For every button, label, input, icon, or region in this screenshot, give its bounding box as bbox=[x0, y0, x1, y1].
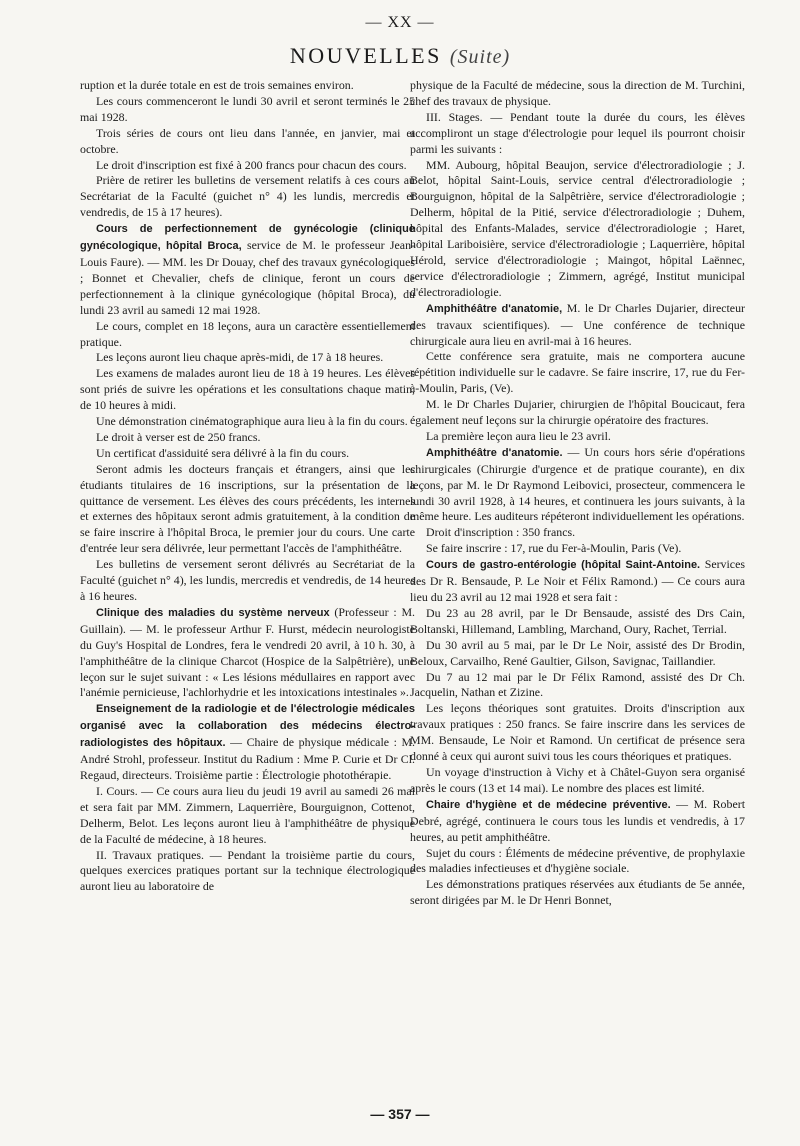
paragraph bbox=[80, 221, 415, 318]
paragraph bbox=[80, 158, 415, 174]
paragraph-text: — Chaire de physique médicale : M. André Strohl, professeur. Institut du Radium : Mme P. Curie et Dr Cl. Regaud, directeurs. Troisième partie : Électrologie photothérapie. bbox=[80, 735, 415, 782]
paragraph bbox=[80, 319, 415, 351]
paragraph-text: La première leçon aura lieu le 23 avril. bbox=[426, 428, 611, 443]
paragraph bbox=[80, 701, 415, 784]
paragraph-text: service de M. le professeur Jean-Louis Faure). — MM. les Dr Douay, chef des travaux gynécologiques ; Bonnet et Chevalier, chefs de clinique, feront un cours de perfectionnement à la clinique gynécologique (hôpital Broca), du lundi 23 avril au samedi 12 mai 1928. bbox=[80, 238, 415, 317]
paragraph bbox=[80, 94, 415, 126]
section-heading: Enseignement de la radiologie et de l'électrologie médicales organisé avec la collaboration des médecins électro-radiologistes des hôpitaux. bbox=[80, 703, 415, 750]
paragraph-text: Les leçons théoriques sont gratuites. Droits d'inscription aux travaux pratiques : 250 francs. Se faire inscrire dans les services de MM. Bensaude, Le Noir et Ramond. Un certificat de présence sera donné à ceux qui auront suivi tous les cours théoriques et pratiques. bbox=[410, 701, 745, 764]
paragraph bbox=[80, 462, 415, 557]
paragraph bbox=[410, 877, 745, 909]
paragraph bbox=[410, 158, 745, 301]
paragraph bbox=[410, 701, 745, 765]
paragraph-text: Une démonstration cinématographique aura lieu à la fin du cours. bbox=[96, 414, 408, 429]
paragraph-text: II. Travaux pratiques. — Pendant la troisième partie du cours, quelques exercices pratiques portant sur la technique électrologique auront lieu au laboratoire de bbox=[80, 847, 415, 894]
paragraph-text: Les cours commenceront le lundi 30 avril et seront terminés le 25 mai 1928. bbox=[80, 93, 415, 124]
paragraph-text: Le cours, complet en 18 leçons, aura un caractère essentiellement pratique. bbox=[80, 318, 415, 349]
section-heading: Clinique des maladies du système nerveux bbox=[96, 606, 330, 619]
section-heading: Cours de gastro-entérologie (hôpital Saint-Antoine. bbox=[426, 559, 701, 572]
paragraph bbox=[80, 848, 415, 896]
paragraph-text: — M. Robert Debré, agrégé, continuera le cours tous les lundis et vendredis, à 17 heures, au petit amphithéâtre. bbox=[410, 796, 745, 844]
paragraph-text: ruption et la durée totale en est de trois semaines environ. bbox=[80, 78, 354, 92]
paragraph-text: Un certificat d'assiduité sera délivré à la fin du cours. bbox=[96, 445, 350, 460]
left-column bbox=[80, 78, 415, 895]
paragraph bbox=[410, 846, 745, 878]
paragraph bbox=[410, 110, 745, 158]
paragraph bbox=[410, 541, 745, 557]
paragraph-text: Prière de retirer les bulletins de versement relatifs à ces cours au Secrétariat de la Faculté (guichet n° 4) les lundis, mercredis et vendredis, de 15 à 17 heures). bbox=[80, 173, 415, 220]
section-heading: Amphithéâtre d'anatomie. bbox=[426, 446, 563, 459]
paragraph-text: M. le Dr Charles Dujarier, chirurgien de l'hôpital Boucicaut, fera également neuf leçons sur la chirurgie opératoire des fractures. bbox=[410, 397, 745, 428]
paragraph bbox=[80, 430, 415, 446]
paragraph bbox=[410, 78, 745, 110]
paragraph bbox=[80, 605, 415, 701]
paragraph-text: Le droit à verser est de 250 francs. bbox=[96, 429, 261, 444]
paragraph bbox=[80, 78, 415, 94]
paragraph bbox=[410, 557, 745, 606]
paragraph-text: I. Cours. — Ce cours aura lieu du jeudi 19 avril au samedi 26 mai et sera fait par MM. Zimmern, Laquerrière, Bourguignon, Cottenot, Delherm, Belot. Les leçons auront lieu à l'amphithéâtre de physique de la Faculté de médecine, à 18 heures. bbox=[80, 783, 415, 846]
paragraph bbox=[80, 126, 415, 158]
paragraph-text: Cette conférence sera gratuite, mais ne comportera aucune répétition individuelle sur le cadavre. Se faire inscrire, 17, rue du Fer-à-Moulin, Paris, (Ve). bbox=[410, 349, 745, 396]
paragraph-text: Droit d'inscription : 350 francs. bbox=[426, 525, 576, 540]
paragraph-text: Services des Dr R. Bensaude, P. Le Noir et Félix Ramond.) — Ce cours aura lieu du 23 avril au 12 mai 1928 et sera fait : bbox=[410, 557, 745, 604]
title-text: NOUVELLES bbox=[289, 43, 442, 68]
paragraph bbox=[80, 414, 415, 430]
paragraph bbox=[80, 366, 415, 414]
paragraph bbox=[410, 797, 745, 846]
paragraph bbox=[410, 638, 745, 670]
paragraph-text: Sujet du cours : Éléments de médecine préventive, de prophylaxie des maladies infectieuses et d'hygiène sociale. bbox=[410, 845, 745, 876]
page-roman-numeral: — XX — bbox=[365, 14, 435, 31]
paragraph-text: Du 30 avril au 5 mai, par le Dr Le Noir, assisté des Dr Brodin, Beloux, Carvailho, René Gaultier, Gilson, Savignac, Taillandier. bbox=[410, 637, 745, 668]
paragraph bbox=[80, 446, 415, 462]
paragraph-text: — Un cours hors série d'opérations chirurgicales (Chirurgie d'urgence et de pratique courante), en dix leçons, par M. le Dr Raymond Leibovici, prosecteur, commencera le lundi 30 avril 1928, à 14 heures, et continuera les jours suivants, à la même heure. Les auditeurs répéteront individuellement les opérations. bbox=[410, 444, 745, 524]
paragraph-text: (Professeur : M. Guillain). — M. le professeur Arthur F. Hurst, médecin neurologiste du Guy's Hospital de Londres, fera le vendredi 20 avril, à 10 h. 30, à l'amphithéâtre de la clinique Charcot (Hospice de la Salpêtrière), une leçon sur le sujet suivant : « Les lésions médullaires en rapport avec l'anémie pernicieuse, l'achlorhydrie et les intoxications intestinales ». bbox=[80, 604, 415, 700]
paragraph bbox=[80, 557, 415, 605]
paragraph bbox=[410, 429, 745, 445]
paragraph-text: Seront admis les docteurs français et étrangers, ainsi que les étudiants titulaires de 16 inscriptions, sur la présentation de la quittance de versement. Les élèves des cours précédents, les internes et externes des hôpitaux seront admis gratuitement, à la condition de se faire inscrire à l'hôpital Broca, le premier jour du cours. Une carte d'entrée leur sera délivrée, leur permettant l'accès de l'amphithéâtre. bbox=[80, 461, 415, 556]
paragraph bbox=[410, 445, 745, 526]
paragraph-text: physique de la Faculté de médecine, sous la direction de M. Turchini, chef des travaux de physique. bbox=[410, 78, 745, 108]
right-column bbox=[410, 78, 745, 909]
paragraph-text: Un voyage d'instruction à Vichy et à Châtel-Guyon sera organisé après le cours (13 et 14 mai). Le nombre des places est limité. bbox=[410, 764, 745, 795]
section-heading: Amphithéâtre d'anatomie, bbox=[426, 302, 563, 315]
section-heading: Chaire d'hygiène et de médecine préventive. bbox=[426, 798, 671, 811]
paragraph-text: M. le Dr Charles Dujarier, directeur des travaux scientifiques). — Une conférence de technique chirurgicale aura lieu en avril-mai à 16 heures. bbox=[410, 300, 745, 348]
paragraph-text: Les leçons auront lieu chaque après-midi, de 17 à 18 heures. bbox=[96, 350, 384, 365]
paragraph bbox=[410, 765, 745, 797]
paragraph bbox=[410, 525, 745, 541]
paragraph-text: Du 23 au 28 avril, par le Dr Bensaude, assisté des Drs Cain, Boltanski, Hillemand, Lambling, Marchand, Oury, Rachet, Terrial. bbox=[410, 605, 745, 636]
paragraph-text: III. Stages. — Pendant toute la durée du cours, les élèves accompliront un stage d'électrologie pour lequel ils pourront choisir parmi les suivants : bbox=[410, 109, 745, 156]
paragraph-text: Les bulletins de versement seront délivrés au Secrétariat de la Faculté (guichet n° 4), les lundis, mercredis et vendredis, de 14 heures à 16 heures. bbox=[80, 557, 415, 603]
paragraph bbox=[410, 670, 745, 702]
paragraph-text: MM. Aubourg, hôpital Beaujon, service d'électroradiologie ; J. Belot, hôpital Saint-Louis, service central d'électroradiologie ; Bourguignon, hôpital de la Salpêtrière, service d'électroradiologie ; Delherm, hôpital de la Pitié, service d'électroradiologie ; Duhem, hôpital des Enfants-Malades, service d'électroradiologie ; Haret, hôpital Lariboisière, service d'électroradiologie ; Laquerrière, hôpital Hérold, service d'électroradiologie ; Maingot, hôpital Laënnec, service d'électroradiologie ; Zimmern, agrégé, Institut municipal d'électroradiologie. bbox=[410, 157, 745, 299]
page-title bbox=[0, 43, 800, 69]
paragraph-text: Trois séries de cours ont lieu dans l'année, en janvier, mai et octobre. bbox=[80, 125, 415, 156]
paragraph bbox=[80, 350, 415, 366]
paragraph-text: Les examens de malades auront lieu de 18 à 19 heures. Les élèves sont priés de suivre les opérations et les consultations chaque matin, de 10 heures à midi. bbox=[80, 366, 415, 413]
paragraph-text: Se faire inscrire : 17, rue du Fer-à-Moulin, Paris (Ve). bbox=[426, 541, 682, 556]
paragraph bbox=[410, 606, 745, 638]
paragraph bbox=[410, 301, 745, 350]
paragraph-text: Du 7 au 12 mai par le Dr Félix Ramond, assisté des Dr Ch. Jacquelin, Nathan et Zizine. bbox=[410, 669, 745, 700]
paragraph bbox=[80, 784, 415, 848]
paragraph bbox=[410, 349, 745, 397]
section-heading: Cours de perfectionnement de gynécologie (clinique gynécologique, hôpital Broca, bbox=[80, 223, 415, 253]
title-suite: (Suite) bbox=[449, 46, 511, 68]
paragraph-text: Le droit d'inscription est fixé à 200 francs pour chacun des cours. bbox=[96, 157, 407, 172]
paragraph bbox=[410, 397, 745, 429]
paragraph bbox=[80, 173, 415, 221]
page-number: — 357 — bbox=[370, 1106, 430, 1122]
paragraph-text: Les démonstrations pratiques réservées aux étudiants de 5e année, seront dirigées par M. le Dr Henri Bonnet, bbox=[410, 877, 745, 908]
